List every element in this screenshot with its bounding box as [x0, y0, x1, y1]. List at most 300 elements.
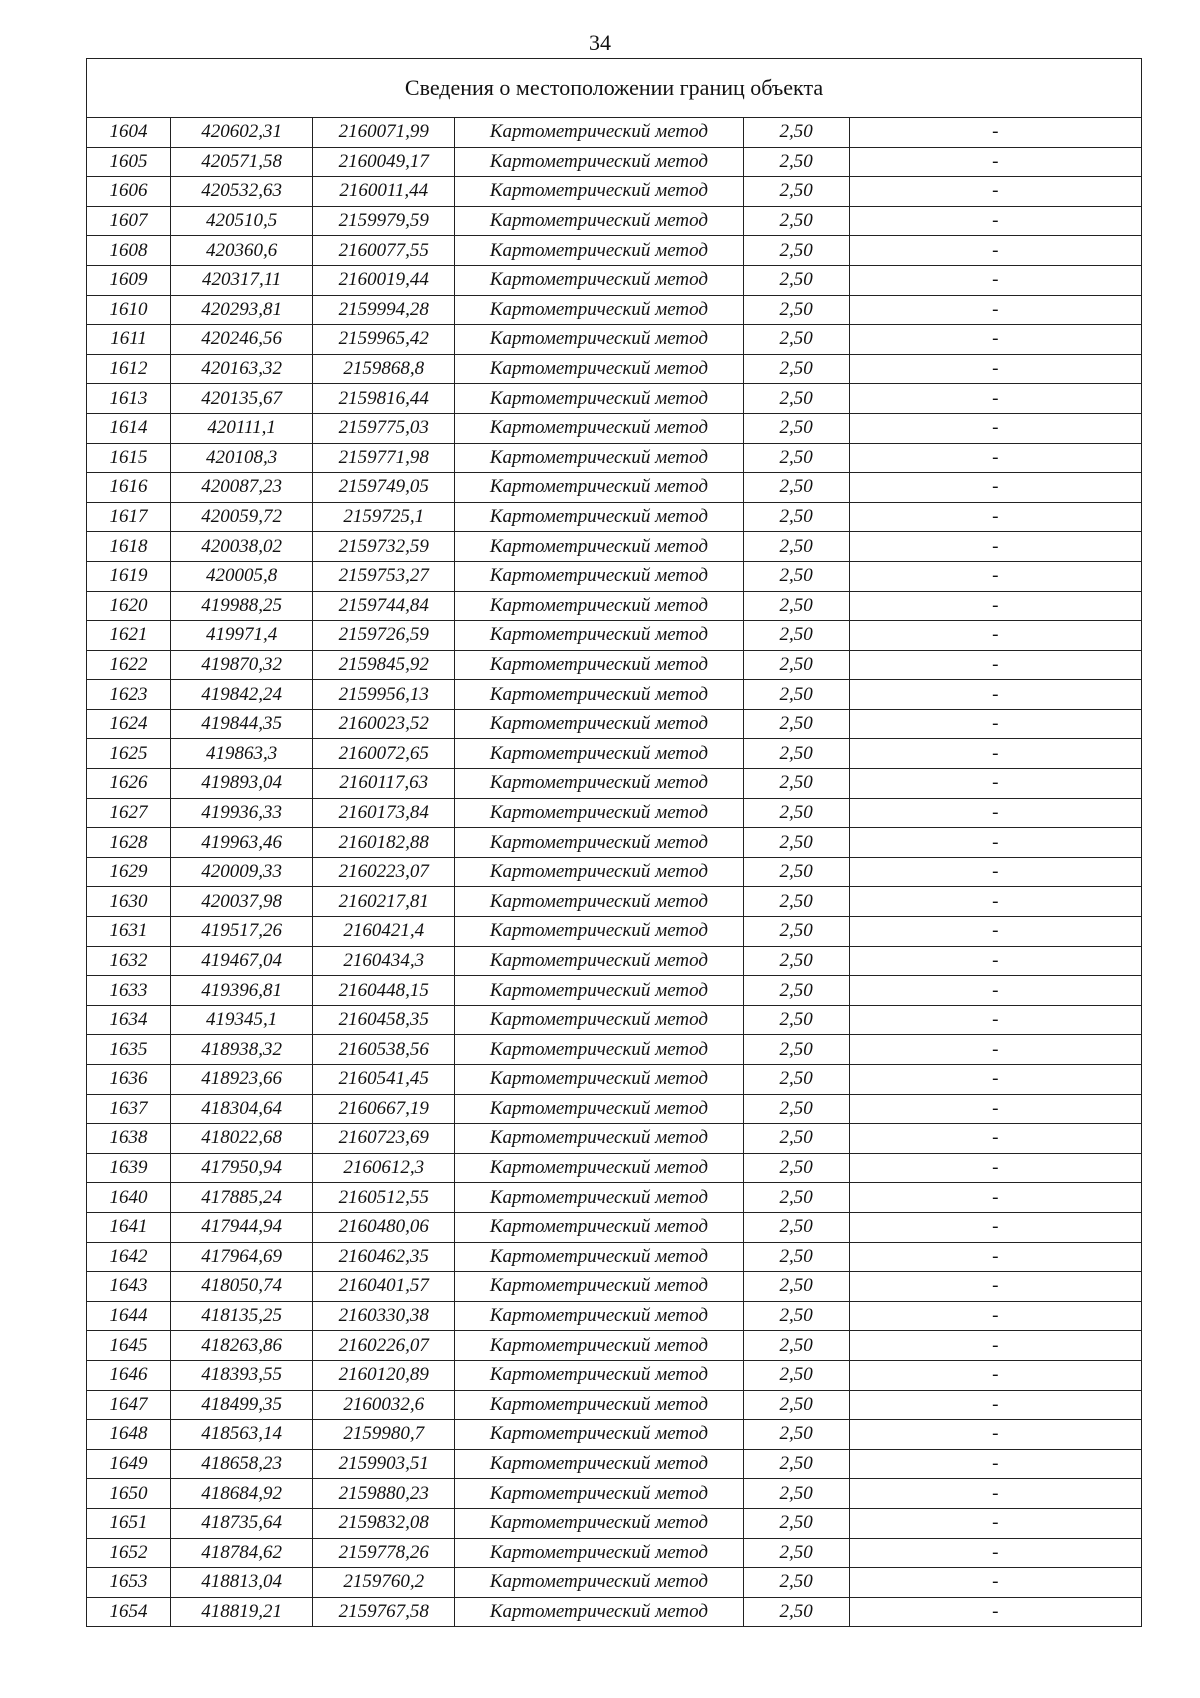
x-coordinate-cell: 420111,1: [171, 413, 313, 443]
y-coordinate-cell: 2159816,44: [313, 384, 455, 414]
table-row: [87, 946, 1142, 976]
description-cell: -: [849, 325, 1141, 355]
y-coordinate-cell: 2159767,58: [313, 1597, 455, 1627]
table-row: [87, 354, 1142, 384]
description-cell: -: [849, 828, 1141, 858]
y-coordinate-cell: 2159725,1: [313, 502, 455, 532]
point-number-cell: 1654: [87, 1597, 171, 1627]
point-number-cell: 1632: [87, 946, 171, 976]
description-cell: -: [849, 650, 1141, 680]
description-cell: -: [849, 769, 1141, 799]
x-coordinate-cell: 420038,02: [171, 532, 313, 562]
x-coordinate-cell: 420246,56: [171, 325, 313, 355]
table-row: [87, 976, 1142, 1006]
table-row: [87, 1242, 1142, 1272]
x-coordinate-cell: 419345,1: [171, 1005, 313, 1035]
x-coordinate-cell: 418263,86: [171, 1331, 313, 1361]
point-number-cell: 1607: [87, 206, 171, 236]
y-coordinate-cell: 2159903,51: [313, 1449, 455, 1479]
method-cell: Картометрический метод: [455, 1301, 743, 1331]
y-coordinate-cell: 2159979,59: [313, 206, 455, 236]
table-row: [87, 828, 1142, 858]
x-coordinate-cell: 419844,35: [171, 709, 313, 739]
point-number-cell: 1636: [87, 1065, 171, 1095]
description-cell: -: [849, 532, 1141, 562]
accuracy-cell: 2,50: [743, 265, 849, 295]
accuracy-cell: 2,50: [743, 295, 849, 325]
y-coordinate-cell: 2159726,59: [313, 621, 455, 651]
x-coordinate-cell: 419396,81: [171, 976, 313, 1006]
point-number-cell: 1649: [87, 1449, 171, 1479]
method-cell: Картометрический метод: [455, 1065, 743, 1095]
point-number-cell: 1604: [87, 118, 171, 148]
description-cell: -: [849, 1331, 1141, 1361]
table-row: [87, 1153, 1142, 1183]
x-coordinate-cell: 418050,74: [171, 1272, 313, 1302]
point-number-cell: 1624: [87, 709, 171, 739]
method-cell: Картометрический метод: [455, 1538, 743, 1568]
x-coordinate-cell: 418135,25: [171, 1301, 313, 1331]
table-row: [87, 1360, 1142, 1390]
table-row: [87, 532, 1142, 562]
y-coordinate-cell: 2160117,63: [313, 769, 455, 799]
x-coordinate-cell: 420532,63: [171, 177, 313, 207]
description-cell: -: [849, 1124, 1141, 1154]
y-coordinate-cell: 2160462,35: [313, 1242, 455, 1272]
method-cell: Картометрический метод: [455, 118, 743, 148]
accuracy-cell: 2,50: [743, 1331, 849, 1361]
table-row: [87, 118, 1142, 148]
method-cell: Картометрический метод: [455, 1479, 743, 1509]
description-cell: -: [849, 709, 1141, 739]
accuracy-cell: 2,50: [743, 1449, 849, 1479]
y-coordinate-cell: 2160480,06: [313, 1212, 455, 1242]
x-coordinate-cell: 420087,23: [171, 473, 313, 503]
method-cell: Картометрический метод: [455, 917, 743, 947]
table-row: [87, 443, 1142, 473]
method-cell: Картометрический метод: [455, 1183, 743, 1213]
x-coordinate-cell: 418684,92: [171, 1479, 313, 1509]
x-coordinate-cell: 420108,3: [171, 443, 313, 473]
y-coordinate-cell: 2159845,92: [313, 650, 455, 680]
description-cell: -: [849, 1272, 1141, 1302]
point-number-cell: 1617: [87, 502, 171, 532]
y-coordinate-cell: 2160023,52: [313, 709, 455, 739]
x-coordinate-cell: 419517,26: [171, 917, 313, 947]
method-cell: Картометрический метод: [455, 384, 743, 414]
method-cell: Картометрический метод: [455, 976, 743, 1006]
method-cell: Картометрический метод: [455, 502, 743, 532]
point-number-cell: 1623: [87, 680, 171, 710]
accuracy-cell: 2,50: [743, 828, 849, 858]
y-coordinate-cell: 2160458,35: [313, 1005, 455, 1035]
accuracy-cell: 2,50: [743, 1479, 849, 1509]
y-coordinate-cell: 2160330,38: [313, 1301, 455, 1331]
table-row: [87, 887, 1142, 917]
point-number-cell: 1606: [87, 177, 171, 207]
point-number-cell: 1614: [87, 413, 171, 443]
description-cell: -: [849, 265, 1141, 295]
point-number-cell: 1638: [87, 1124, 171, 1154]
x-coordinate-cell: 420510,5: [171, 206, 313, 236]
table-row: [87, 1183, 1142, 1213]
accuracy-cell: 2,50: [743, 561, 849, 591]
y-coordinate-cell: 2160612,3: [313, 1153, 455, 1183]
table-row: [87, 709, 1142, 739]
x-coordinate-cell: 419971,4: [171, 621, 313, 651]
x-coordinate-cell: 420317,11: [171, 265, 313, 295]
accuracy-cell: 2,50: [743, 621, 849, 651]
table-row: [87, 1508, 1142, 1538]
x-coordinate-cell: 419467,04: [171, 946, 313, 976]
y-coordinate-cell: 2159994,28: [313, 295, 455, 325]
method-cell: Картометрический метод: [455, 1420, 743, 1450]
table-row: [87, 1597, 1142, 1627]
y-coordinate-cell: 2160434,3: [313, 946, 455, 976]
x-coordinate-cell: 418735,64: [171, 1508, 313, 1538]
description-cell: -: [849, 1449, 1141, 1479]
x-coordinate-cell: 420293,81: [171, 295, 313, 325]
method-cell: Картометрический метод: [455, 325, 743, 355]
method-cell: Картометрический метод: [455, 1005, 743, 1035]
description-cell: -: [849, 1242, 1141, 1272]
description-cell: -: [849, 1568, 1141, 1598]
description-cell: -: [849, 1508, 1141, 1538]
point-number-cell: 1605: [87, 147, 171, 177]
method-cell: Картометрический метод: [455, 739, 743, 769]
point-number-cell: 1618: [87, 532, 171, 562]
method-cell: Картометрический метод: [455, 147, 743, 177]
accuracy-cell: 2,50: [743, 1360, 849, 1390]
accuracy-cell: 2,50: [743, 887, 849, 917]
x-coordinate-cell: 420059,72: [171, 502, 313, 532]
table-row: [87, 1479, 1142, 1509]
method-cell: Картометрический метод: [455, 828, 743, 858]
table-row: [87, 1065, 1142, 1095]
accuracy-cell: 2,50: [743, 976, 849, 1006]
page-number: 34: [589, 30, 611, 55]
x-coordinate-cell: 418923,66: [171, 1065, 313, 1095]
description-cell: -: [849, 295, 1141, 325]
point-number-cell: 1631: [87, 917, 171, 947]
accuracy-cell: 2,50: [743, 354, 849, 384]
method-cell: Картометрический метод: [455, 621, 743, 651]
x-coordinate-cell: 418304,64: [171, 1094, 313, 1124]
accuracy-cell: 2,50: [743, 1094, 849, 1124]
description-cell: -: [849, 976, 1141, 1006]
x-coordinate-cell: 418784,62: [171, 1538, 313, 1568]
accuracy-cell: 2,50: [743, 532, 849, 562]
y-coordinate-cell: 2160723,69: [313, 1124, 455, 1154]
accuracy-cell: 2,50: [743, 1538, 849, 1568]
table-row: [87, 1094, 1142, 1124]
point-number-cell: 1608: [87, 236, 171, 266]
point-number-cell: 1651: [87, 1508, 171, 1538]
point-number-cell: 1613: [87, 384, 171, 414]
description-cell: -: [849, 384, 1141, 414]
point-number-cell: 1652: [87, 1538, 171, 1568]
method-cell: Картометрический метод: [455, 295, 743, 325]
accuracy-cell: 2,50: [743, 384, 849, 414]
y-coordinate-cell: 2159832,08: [313, 1508, 455, 1538]
y-coordinate-cell: 2160019,44: [313, 265, 455, 295]
method-cell: Картометрический метод: [455, 177, 743, 207]
table-row: [87, 1420, 1142, 1450]
x-coordinate-cell: 420571,58: [171, 147, 313, 177]
table-row: [87, 680, 1142, 710]
point-number-cell: 1619: [87, 561, 171, 591]
x-coordinate-cell: 417944,94: [171, 1212, 313, 1242]
table-row: [87, 413, 1142, 443]
description-cell: -: [849, 1183, 1141, 1213]
description-cell: -: [849, 946, 1141, 976]
point-number-cell: 1625: [87, 739, 171, 769]
description-cell: -: [849, 147, 1141, 177]
method-cell: Картометрический метод: [455, 532, 743, 562]
point-number-cell: 1635: [87, 1035, 171, 1065]
description-cell: -: [849, 1597, 1141, 1627]
description-cell: -: [849, 443, 1141, 473]
description-cell: -: [849, 1094, 1141, 1124]
y-coordinate-cell: 2159956,13: [313, 680, 455, 710]
table-row: [87, 739, 1142, 769]
table-row: [87, 502, 1142, 532]
x-coordinate-cell: 420602,31: [171, 118, 313, 148]
table-row: [87, 1005, 1142, 1035]
method-cell: Картометрический метод: [455, 946, 743, 976]
table-row: [87, 1538, 1142, 1568]
table-row: [87, 1449, 1142, 1479]
x-coordinate-cell: 419863,3: [171, 739, 313, 769]
table-row: [87, 769, 1142, 799]
table-row: [87, 295, 1142, 325]
table-row: [87, 857, 1142, 887]
method-cell: Картометрический метод: [455, 1508, 743, 1538]
accuracy-cell: 2,50: [743, 1272, 849, 1302]
description-cell: -: [849, 1390, 1141, 1420]
accuracy-cell: 2,50: [743, 147, 849, 177]
table-title-row: [87, 59, 1142, 118]
description-cell: -: [849, 473, 1141, 503]
description-cell: -: [849, 1035, 1141, 1065]
point-number-cell: 1629: [87, 857, 171, 887]
description-cell: -: [849, 1360, 1141, 1390]
table-row: [87, 177, 1142, 207]
accuracy-cell: 2,50: [743, 325, 849, 355]
method-cell: Картометрический метод: [455, 206, 743, 236]
table-row: [87, 1301, 1142, 1331]
method-cell: Картометрический метод: [455, 354, 743, 384]
y-coordinate-cell: 2159760,2: [313, 1568, 455, 1598]
accuracy-cell: 2,50: [743, 1597, 849, 1627]
y-coordinate-cell: 2159775,03: [313, 413, 455, 443]
x-coordinate-cell: 420009,33: [171, 857, 313, 887]
accuracy-cell: 2,50: [743, 857, 849, 887]
table-row: [87, 1272, 1142, 1302]
y-coordinate-cell: 2159965,42: [313, 325, 455, 355]
table-row: [87, 1390, 1142, 1420]
method-cell: Картометрический метод: [455, 887, 743, 917]
method-cell: Картометрический метод: [455, 1568, 743, 1598]
x-coordinate-cell: 420163,32: [171, 354, 313, 384]
y-coordinate-cell: 2160182,88: [313, 828, 455, 858]
x-coordinate-cell: 417950,94: [171, 1153, 313, 1183]
accuracy-cell: 2,50: [743, 502, 849, 532]
description-cell: -: [849, 1301, 1141, 1331]
method-cell: Картометрический метод: [455, 561, 743, 591]
description-cell: -: [849, 917, 1141, 947]
accuracy-cell: 2,50: [743, 1212, 849, 1242]
x-coordinate-cell: 418393,55: [171, 1360, 313, 1390]
point-number-cell: 1609: [87, 265, 171, 295]
y-coordinate-cell: 2160173,84: [313, 798, 455, 828]
x-coordinate-cell: 419870,32: [171, 650, 313, 680]
table-row: [87, 1568, 1142, 1598]
point-number-cell: 1611: [87, 325, 171, 355]
method-cell: Картометрический метод: [455, 591, 743, 621]
accuracy-cell: 2,50: [743, 917, 849, 947]
method-cell: Картометрический метод: [455, 1035, 743, 1065]
method-cell: Картометрический метод: [455, 1331, 743, 1361]
table-body: [87, 118, 1142, 1627]
y-coordinate-cell: 2160541,45: [313, 1065, 455, 1095]
accuracy-cell: 2,50: [743, 1508, 849, 1538]
description-cell: -: [849, 1212, 1141, 1242]
x-coordinate-cell: 418819,21: [171, 1597, 313, 1627]
x-coordinate-cell: 419893,04: [171, 769, 313, 799]
x-coordinate-cell: 417964,69: [171, 1242, 313, 1272]
description-cell: -: [849, 413, 1141, 443]
method-cell: Картометрический метод: [455, 857, 743, 887]
method-cell: Картометрический метод: [455, 680, 743, 710]
method-cell: Картометрический метод: [455, 265, 743, 295]
point-number-cell: 1628: [87, 828, 171, 858]
description-cell: -: [849, 561, 1141, 591]
y-coordinate-cell: 2160223,07: [313, 857, 455, 887]
description-cell: -: [849, 887, 1141, 917]
description-cell: -: [849, 680, 1141, 710]
table-row: [87, 1124, 1142, 1154]
method-cell: Картометрический метод: [455, 709, 743, 739]
table-row: [87, 1331, 1142, 1361]
x-coordinate-cell: 419963,46: [171, 828, 313, 858]
description-cell: -: [849, 1153, 1141, 1183]
x-coordinate-cell: 418658,23: [171, 1449, 313, 1479]
accuracy-cell: 2,50: [743, 443, 849, 473]
method-cell: Картометрический метод: [455, 473, 743, 503]
accuracy-cell: 2,50: [743, 1124, 849, 1154]
y-coordinate-cell: 2159749,05: [313, 473, 455, 503]
accuracy-cell: 2,50: [743, 1390, 849, 1420]
table-row: [87, 147, 1142, 177]
accuracy-cell: 2,50: [743, 206, 849, 236]
accuracy-cell: 2,50: [743, 1005, 849, 1035]
accuracy-cell: 2,50: [743, 709, 849, 739]
point-number-cell: 1612: [87, 354, 171, 384]
x-coordinate-cell: 418022,68: [171, 1124, 313, 1154]
point-number-cell: 1645: [87, 1331, 171, 1361]
point-number-cell: 1647: [87, 1390, 171, 1420]
y-coordinate-cell: 2159980,7: [313, 1420, 455, 1450]
x-coordinate-cell: 417885,24: [171, 1183, 313, 1213]
x-coordinate-cell: 420005,8: [171, 561, 313, 591]
y-coordinate-cell: 2160538,56: [313, 1035, 455, 1065]
description-cell: -: [849, 739, 1141, 769]
table-row: [87, 591, 1142, 621]
accuracy-cell: 2,50: [743, 413, 849, 443]
point-number-cell: 1639: [87, 1153, 171, 1183]
accuracy-cell: 2,50: [743, 1568, 849, 1598]
table-row: [87, 206, 1142, 236]
y-coordinate-cell: 2160401,57: [313, 1272, 455, 1302]
table-row: [87, 561, 1142, 591]
description-cell: -: [849, 857, 1141, 887]
accuracy-cell: 2,50: [743, 798, 849, 828]
description-cell: -: [849, 1005, 1141, 1035]
boundary-coordinates-table: [86, 58, 1142, 1627]
accuracy-cell: 2,50: [743, 680, 849, 710]
x-coordinate-cell: 419988,25: [171, 591, 313, 621]
method-cell: Картометрический метод: [455, 650, 743, 680]
table-row: [87, 621, 1142, 651]
accuracy-cell: 2,50: [743, 1242, 849, 1272]
accuracy-cell: 2,50: [743, 1035, 849, 1065]
y-coordinate-cell: 2160077,55: [313, 236, 455, 266]
table-row: [87, 650, 1142, 680]
point-number-cell: 1641: [87, 1212, 171, 1242]
point-number-cell: 1643: [87, 1272, 171, 1302]
x-coordinate-cell: 419842,24: [171, 680, 313, 710]
point-number-cell: 1621: [87, 621, 171, 651]
y-coordinate-cell: 2160032,6: [313, 1390, 455, 1420]
y-coordinate-cell: 2159868,8: [313, 354, 455, 384]
method-cell: Картометрический метод: [455, 1242, 743, 1272]
description-cell: -: [849, 177, 1141, 207]
accuracy-cell: 2,50: [743, 769, 849, 799]
y-coordinate-cell: 2160512,55: [313, 1183, 455, 1213]
y-coordinate-cell: 2160226,07: [313, 1331, 455, 1361]
y-coordinate-cell: 2160011,44: [313, 177, 455, 207]
point-number-cell: 1633: [87, 976, 171, 1006]
point-number-cell: 1653: [87, 1568, 171, 1598]
table-row: [87, 1035, 1142, 1065]
accuracy-cell: 2,50: [743, 1065, 849, 1095]
method-cell: Картометрический метод: [455, 1153, 743, 1183]
y-coordinate-cell: 2159732,59: [313, 532, 455, 562]
y-coordinate-cell: 2159753,27: [313, 561, 455, 591]
description-cell: -: [849, 206, 1141, 236]
method-cell: Картометрический метод: [455, 1212, 743, 1242]
y-coordinate-cell: 2160072,65: [313, 739, 455, 769]
point-number-cell: 1610: [87, 295, 171, 325]
method-cell: Картометрический метод: [455, 1360, 743, 1390]
accuracy-cell: 2,50: [743, 177, 849, 207]
point-number-cell: 1616: [87, 473, 171, 503]
point-number-cell: 1615: [87, 443, 171, 473]
x-coordinate-cell: 418499,35: [171, 1390, 313, 1420]
point-number-cell: 1642: [87, 1242, 171, 1272]
method-cell: Картометрический метод: [455, 236, 743, 266]
description-cell: -: [849, 1065, 1141, 1095]
accuracy-cell: 2,50: [743, 1420, 849, 1450]
point-number-cell: 1644: [87, 1301, 171, 1331]
table-row: [87, 473, 1142, 503]
x-coordinate-cell: 420037,98: [171, 887, 313, 917]
y-coordinate-cell: 2159778,26: [313, 1538, 455, 1568]
method-cell: Картометрический метод: [455, 413, 743, 443]
method-cell: Картометрический метод: [455, 1094, 743, 1124]
x-coordinate-cell: 418813,04: [171, 1568, 313, 1598]
